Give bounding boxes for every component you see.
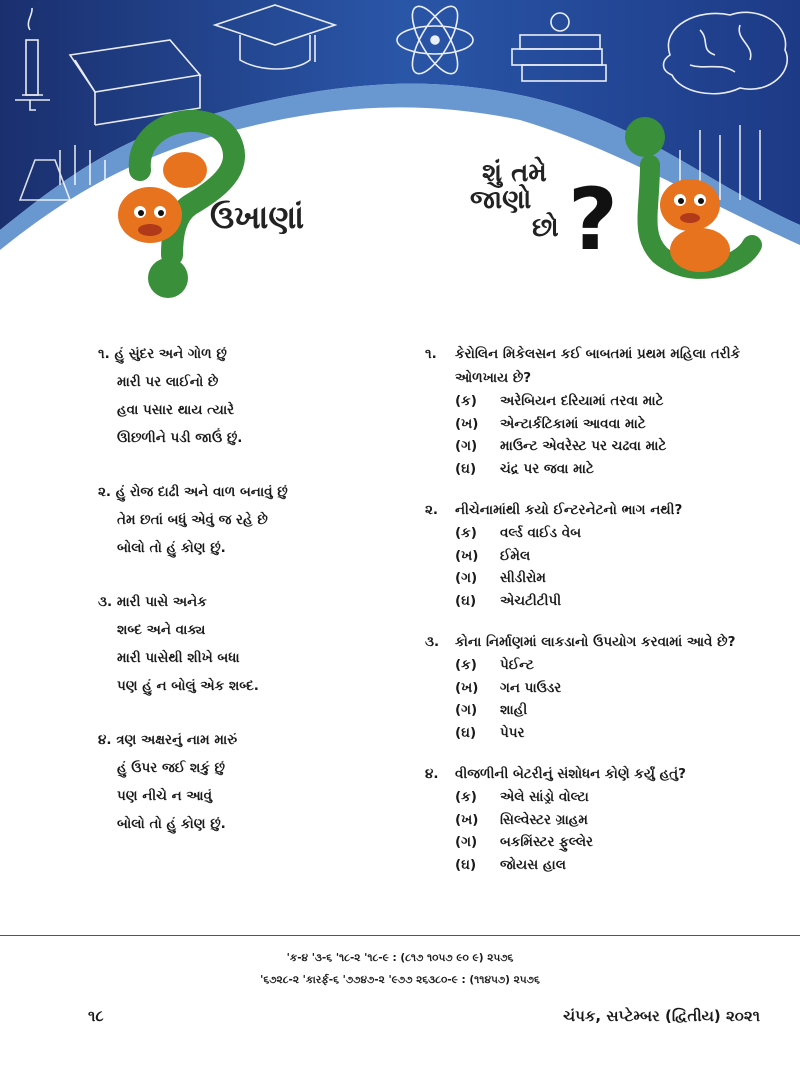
- quiz-heading-line3: છો: [532, 212, 559, 243]
- option-label: (ગ): [455, 570, 478, 586]
- answers-credits: [0, 947, 800, 991]
- riddle-line: મારી પાસેથી શીખે બધા: [117, 650, 240, 666]
- riddle-line: ૩. મારી પાસે અનેક: [98, 594, 207, 610]
- question-number: ૧.: [425, 346, 437, 362]
- option-text: એલે સાંડ્રો વોલ્ટા: [500, 789, 589, 805]
- option-text: સિલ્વેસ્ટર ગ્રાહમ: [500, 811, 588, 828]
- riddle-line: બોલો તો હું કોણ છું.: [117, 540, 226, 556]
- answer-option: [425, 809, 785, 832]
- answer-option: [425, 654, 785, 677]
- option-label: (ઘ): [455, 592, 477, 609]
- quiz-question: [425, 498, 785, 612]
- riddle-line: ૪. ત્રણ અક્ષરનું નામ મારું: [98, 732, 238, 748]
- riddle-line: પણ હું ન બોલું એક શબ્દ.: [117, 678, 259, 694]
- riddle-line: ૧. હું સુંદર અને ગોળ છું: [98, 346, 227, 362]
- answer-option: [425, 786, 785, 809]
- option-text: સીડીરોમ: [500, 570, 546, 586]
- option-text: જોયસ હાલ: [500, 856, 566, 873]
- answer-option: [425, 435, 785, 458]
- credit-line: 'ક-૪ '૩-૬ '૧૮-૨ '૧૮-૯ : (૮૧૭ ૧૦૫૭ ૯૦ ૯) ૨૫૭૬: [286, 952, 514, 964]
- option-label: (ઘ): [455, 724, 477, 741]
- riddles-column: [98, 340, 398, 864]
- quiz-question: [425, 630, 785, 744]
- option-text: પેપર: [500, 724, 525, 741]
- option-label: (ઘ): [455, 856, 477, 873]
- riddle-line: પણ નીચે ન આવું: [117, 788, 212, 804]
- riddle-line: ઊછળીને પડી જાઉં છું.: [117, 430, 243, 446]
- answer-option: [425, 677, 785, 700]
- option-text: એચટીટીપી: [500, 592, 562, 609]
- quiz-heading-line2: જાણો: [470, 185, 532, 216]
- question-text: વીજળીની બેટરીનું સંશોધન કોણે કર્યું હતું?: [455, 766, 686, 782]
- answer-option: [425, 522, 785, 545]
- option-label: (ખ): [455, 811, 479, 828]
- answer-option: [425, 413, 785, 436]
- riddle: [98, 726, 398, 838]
- quiz-question: [425, 762, 785, 876]
- riddle-line: બોલો તો હું કોણ છું.: [117, 816, 226, 832]
- quiz-heading-line1: શું તમે: [482, 158, 547, 188]
- option-text: માઉન્ટ એવરેસ્ટ પર ચઢવા માટે: [500, 438, 667, 454]
- option-text: એન્ટાર્કટિકામાં આવવા માટે: [500, 415, 646, 432]
- option-text: ગન પાઉડર: [500, 679, 562, 696]
- question-number: ૪.: [425, 766, 439, 782]
- option-label: (ગ): [455, 702, 478, 718]
- quiz-column: [425, 342, 785, 894]
- riddle-line: ૨. હું રોજ દાઢી અને વાળ બનાવું છું: [98, 484, 288, 500]
- riddle-line: હવા પસાર થાય ત્યારે: [117, 402, 235, 418]
- option-text: પેઈન્ટ: [500, 657, 534, 673]
- riddle-line: તેમ છતાં બધું એવું જ રહે છે: [117, 512, 268, 528]
- footer-divider: [0, 935, 800, 936]
- riddles-heading: ઉખાણાં: [210, 198, 305, 236]
- option-text: શાહી: [500, 702, 528, 718]
- option-label: (ખ): [455, 679, 479, 696]
- answer-option: [425, 722, 785, 745]
- riddle: [98, 588, 398, 700]
- option-label: (ખ): [455, 415, 479, 432]
- answer-option: [425, 699, 785, 722]
- question-text: નીચેનામાંથી કયો ઈન્ટરનેટનો ભાગ નથી?: [455, 502, 683, 518]
- option-text: અરેબિયન દરિયામાં તરવા માટે: [500, 393, 664, 409]
- option-label: (ક): [455, 657, 477, 673]
- riddle-line: શબ્દ અને વાક્ય: [117, 622, 206, 638]
- option-label: (ક): [455, 789, 477, 805]
- riddle-line: મારી પર લાઈનો છે: [117, 374, 219, 390]
- option-label: (ક): [455, 525, 477, 541]
- header-banner: [0, 0, 800, 330]
- answer-option: [425, 390, 785, 413]
- magazine-issue: ચંપક, સપ્ટેમ્બર (દ્વિતીય) ૨૦૨૧: [563, 1007, 760, 1025]
- answer-option: [425, 545, 785, 568]
- question-text: કોના નિર્માણમાં લાકડાનો ઉપયોગ કરવામાં આવે છે?: [455, 634, 736, 650]
- riddle: [98, 340, 398, 452]
- question-number: ૨.: [425, 502, 439, 518]
- option-label: (ગ): [455, 834, 478, 850]
- option-text: ઈમેલ: [500, 547, 531, 564]
- option-label: (ઘ): [455, 460, 477, 477]
- option-text: વર્લ્ડ વાઈડ વેબ: [500, 525, 582, 541]
- option-label: (ગ): [455, 438, 478, 454]
- riddle-line: હું ઉપર જઈ શકું છું: [117, 760, 225, 776]
- quiz-question: [425, 342, 785, 480]
- question-mark-icon: ?: [568, 170, 618, 270]
- riddle: [98, 478, 398, 562]
- question-text: કેરોલિન મિકેલસન કઈ બાબતમાં પ્રથમ મહિલા તરીકે ઓળખાય છે?: [455, 346, 741, 386]
- page-number: ૧૮: [88, 1007, 104, 1025]
- answer-option: [425, 567, 785, 590]
- credit-line: '૬૭૨૮-૨ 'કારર્ફ-૬ '૭૭૪૭-૨ '૯૭૭ ૨૬૩૮૦-૯ : (૧૧૪૫૭) ૨૫૭૬: [260, 974, 540, 986]
- option-label: (ખ): [455, 547, 479, 564]
- answer-option: [425, 854, 785, 877]
- question-number: ૩.: [425, 634, 440, 650]
- option-label: (ક): [455, 393, 477, 409]
- answer-option: [425, 458, 785, 481]
- option-text: ચંદ્ર પર જવા માટે: [500, 460, 594, 477]
- answer-option: [425, 590, 785, 613]
- option-text: બકમિંસ્ટર ફુલ્લેર: [500, 834, 594, 850]
- answer-option: [425, 831, 785, 854]
